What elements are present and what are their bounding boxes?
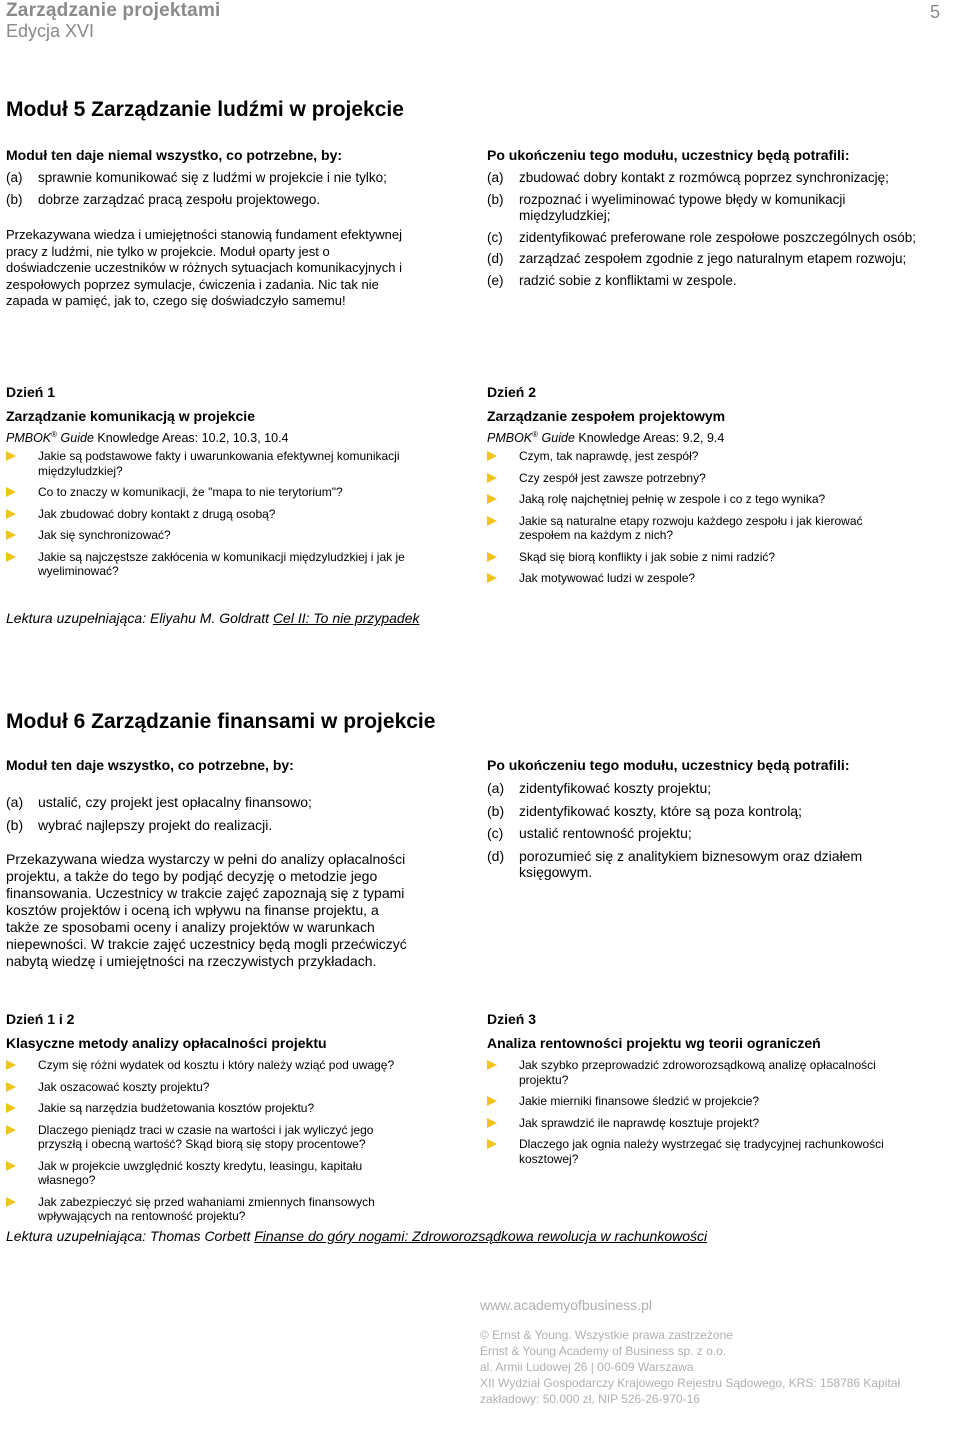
day-title: Klasyczne metody analizy opłacalności projektu (6, 1035, 327, 1051)
list-item: Jaką rolę najchętniej pełnię w zespole i co z tego wynika? (487, 492, 917, 507)
document-title: Zarządzanie projektami (6, 0, 221, 21)
list-item: Jak zabezpieczyć się przed wahaniami zmiennych finansowych wpływających na rentowność projektu? (6, 1195, 416, 1224)
list-item: (a) zidentyfikować koszty projektu; (487, 780, 712, 796)
list-item: Jakie są najczęstsze zakłócenia w komunikacji międzyludzkiej i jak je wyeliminować? (6, 550, 416, 579)
day-topics-list (6, 1058, 416, 1224)
module-6-description: Przekazywana wiedza wystarczy w pełni do analizy opłacalności projektu, a także do tego by podjąć decyzję o metodzie jego finansowania. Uczestnicy w trakcie zajęć zapoznają się z typami kosztów projektów i oceną ich wpływu na finanse projektu, a także ze sposobami oceny i analizy projektów w warunkach niepewności. W trakcie zajęć uczestnicy będą mogli przećwiczyć nabytą wiedzę i umiejętności na rzeczywistych przykładach. (6, 851, 407, 969)
arrow-bullet-icon (487, 573, 497, 583)
list-item: (b) dobrze zarządzać pracą zespołu projektowego. (6, 191, 321, 207)
module-6-goals-list (6, 794, 416, 833)
module-6-intro (6, 756, 416, 970)
module-6-day-3 (487, 1010, 917, 1173)
list-item: (b) wybrać najlepszy projekt do realizacji. (6, 816, 273, 833)
list-item: Jak w projekcie uwzględnić koszty kredytu, leasingu, kapitału własnego? (6, 1159, 416, 1188)
day-title: Analiza rentowności projektu wg teorii ograniczeń (487, 1035, 821, 1051)
day-topics-list (6, 449, 416, 579)
reading-title: Cel II: To nie przypadek (272, 610, 420, 626)
module-6-reading: Lektura uzupełniająca: Thomas Corbett Finanse do góry nogami: Zdroworozsądkowa rewolucja w rachunkowości (6, 1228, 708, 1244)
list-item: (c) ustalić rentowność projektu; (487, 825, 692, 841)
list-item: Jakie są narzędzia budżetowania kosztów projektu? (6, 1101, 416, 1116)
list-item: (c) zidentyfikować preferowane role zespołowe poszczególnych osób; (487, 229, 916, 245)
module-6-outcomes (487, 756, 917, 887)
day-title: Zarządzanie komunikacją w projekcie (6, 408, 255, 424)
arrow-bullet-icon (487, 1118, 497, 1128)
day-heading: Dzień 2 (487, 384, 537, 400)
arrow-bullet-icon (487, 552, 497, 562)
pmbok-reference: PMBOK® Guide Knowledge Areas: 9.2, 9.4 (487, 430, 725, 446)
module-6-right-heading: Po ukończeniu tego modułu, uczestnicy będą potrafili: (487, 757, 850, 773)
module-5-reading: Lektura uzupełniająca: Eliyahu M. Goldratt Cel II: To nie przypadek (6, 610, 420, 626)
list-item: Jak się synchronizować? (6, 528, 416, 543)
arrow-bullet-icon (6, 1197, 16, 1207)
module-6-left-heading: Moduł ten daje wszystko, co potrzebne, by: (6, 757, 294, 773)
list-item: Jakie są naturalne etapy rozwoju każdego zespołu i jak kierować zespołem na każdym z nich? (487, 514, 917, 543)
list-item: (a) ustalić, czy projekt jest opłacalny finansowo; (6, 794, 312, 810)
footer-company: Ernst & Young Academy of Business sp. z o.o. (480, 1344, 727, 1358)
list-item: (b) rozpoznać i wyeliminować typowe błędy w komunikacji międzyludzkiej; (487, 191, 846, 223)
arrow-bullet-icon (6, 509, 16, 519)
module-5-outcomes (487, 146, 917, 294)
footer-url: www.academyofbusiness.pl (480, 1297, 652, 1313)
module-5-outcomes-list (487, 170, 917, 289)
arrow-bullet-icon (6, 1082, 16, 1092)
day-heading: Dzień 3 (487, 1011, 537, 1027)
footer-copyright: © Ernst & Young. Wszystkie prawa zastrzeżone (480, 1328, 733, 1342)
module-5-title: Moduł 5 Zarządzanie ludźmi w projekcie (6, 98, 404, 121)
module-5-intro (6, 146, 416, 310)
list-item: Jak sprawdzić ile naprawdę kosztuje projekt? (487, 1116, 917, 1131)
arrow-bullet-icon (6, 1060, 16, 1070)
day-topics-list (487, 1058, 917, 1166)
day-topics-list (487, 449, 917, 586)
list-item: Co to znaczy w komunikacji, że "mapa to nie terytorium"? (6, 485, 416, 500)
module-5-day-2 (487, 383, 917, 593)
module-6-outcomes-list (487, 780, 917, 881)
list-item: Czym, tak naprawdę, jest zespół? (487, 449, 917, 464)
reading-title: Finanse do góry nogami: Zdroworozsądkowa rewolucja w rachunkowości (254, 1228, 708, 1244)
arrow-bullet-icon (6, 552, 16, 562)
arrow-bullet-icon (487, 516, 497, 526)
list-item: Jak zbudować dobry kontakt z drugą osobą? (6, 507, 416, 522)
pmbok-reference: PMBOK® Guide Knowledge Areas: 10.2, 10.3, 10.4 (6, 430, 289, 446)
list-item: (a) sprawnie komunikować się z ludźmi w projekcie i nie tylko; (6, 170, 387, 185)
arrow-bullet-icon (6, 1125, 16, 1135)
day-title: Zarządzanie zespołem projektowym (487, 408, 726, 424)
day-heading: Dzień 1 i 2 (6, 1011, 75, 1027)
module-5-right-heading: Po ukończeniu tego modułu, uczestnicy będą potrafili: (487, 147, 850, 163)
list-item: Czym się różni wydatek od kosztu i który należy wziąć pod uwagę? (6, 1058, 416, 1073)
arrow-bullet-icon (6, 1161, 16, 1171)
arrow-bullet-icon (6, 1103, 16, 1113)
footer-address: al. Armii Ludowej 26 | 00-609 Warszawa (480, 1360, 694, 1374)
module-5-goals-list (6, 170, 416, 208)
arrow-bullet-icon (6, 451, 16, 461)
module-6-day-1-2 (6, 1010, 416, 1231)
list-item: (a) zbudować dobry kontakt z rozmówcą poprzez synchronizację; (487, 170, 889, 185)
arrow-bullet-icon (487, 473, 497, 483)
arrow-bullet-icon (487, 494, 497, 504)
list-item: (d) porozumieć się z analitykiem biznesowym oraz działem księgowym. (487, 847, 863, 880)
list-item: Jak motywować ludzi w zespole? (487, 571, 917, 586)
list-item: Jak szybko przeprowadzić zdroworozsądkową analizę opłacalności projektu? (487, 1058, 917, 1087)
arrow-bullet-icon (487, 451, 497, 461)
arrow-bullet-icon (487, 1096, 497, 1106)
module-6-title: Moduł 6 Zarządzanie finansami w projekcie (6, 710, 436, 733)
list-item: Jakie mierniki finansowe śledzić w projekcie? (487, 1094, 917, 1109)
list-item: (b) zidentyfikować koszty, które są poza kontrolą; (487, 802, 802, 819)
list-item: Dlaczego jak ognia należy wystrzegać się tradycyjnej rachunkowości kosztowej? (487, 1137, 917, 1166)
list-item: Dlaczego pieniądz traci w czasie na wartości i jak wyliczyć jego przyszłą i obecną wartość? Skąd biorą się stopy procentowe? (6, 1123, 416, 1152)
list-item: Skąd się biorą konflikty i jak sobie z nimi radzić? (487, 550, 917, 565)
page-number: 5 (929, 2, 940, 22)
module-5-day-1 (6, 383, 416, 586)
list-item: Jakie są podstawowe fakty i uwarunkowania efektywnej komunikacji międzyludzkiej? (6, 449, 416, 478)
list-item: Czy zespół jest zawsze potrzebny? (487, 471, 917, 486)
arrow-bullet-icon (487, 1060, 497, 1070)
day-heading: Dzień 1 (6, 384, 56, 400)
edition-label: Edycja XVI (6, 21, 95, 41)
list-item: (e) radzić sobie z konfliktami w zespole. (487, 272, 737, 288)
list-item: Jak oszacować koszty projektu? (6, 1080, 416, 1095)
page-footer (480, 1297, 950, 1407)
arrow-bullet-icon (6, 487, 16, 497)
module-5-description: Przekazywana wiedza i umiejętności stanowią fundament efektywnej pracy z ludźmi, nie tylko w projekcie. Moduł oparty jest o doświadczenie uczestników w różnych sytuacjach komunikacyjnych i zespołowych poprzez symulacje, ćwiczenia i zadania. Nic tak nie zapada w pamięć, jak to, czego się doświadczyło samemu! (6, 227, 402, 308)
footer-registration: XII Wydział Gospodarczy Krajowego Rejestru Sądowego, KRS: 158786 Kapitał zakładowy: 50.000 zł, NIP 526-26-970-16 (480, 1376, 901, 1406)
arrow-bullet-icon (6, 530, 16, 540)
module-5-left-heading: Moduł ten daje niemal wszystko, co potrzebne, by: (6, 147, 343, 163)
list-item: (d) zarządzać zespołem zgodnie z jego naturalnym etapem rozwoju; (487, 251, 907, 266)
arrow-bullet-icon (487, 1139, 497, 1149)
